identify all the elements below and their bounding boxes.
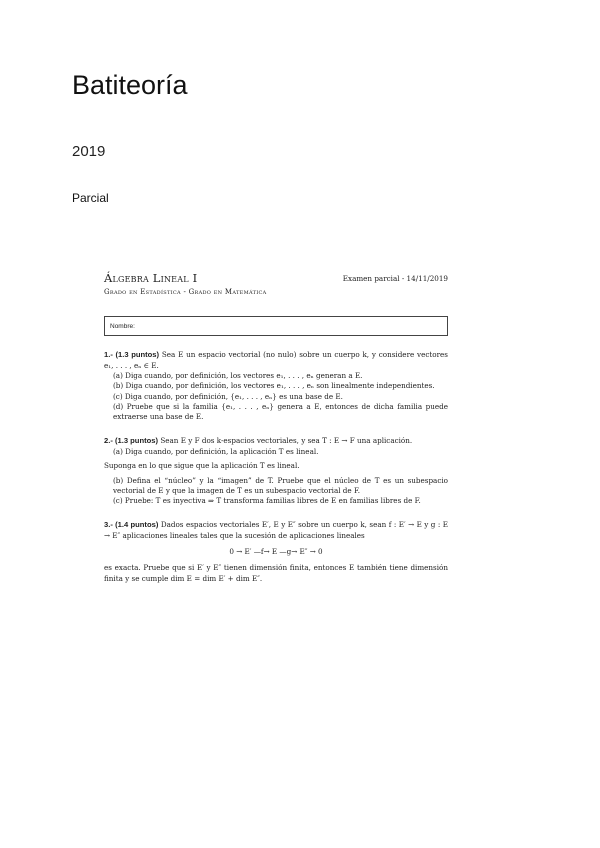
question-1 (104, 350, 448, 422)
question-2-label: 2.- (1.3 puntos) (104, 436, 159, 446)
exam-title: Álgebra Lineal I (104, 271, 198, 285)
year-heading: 2019 (72, 143, 106, 160)
name-label: Nombre: (110, 322, 135, 330)
question-1-item-d: (d) Pruebe que si la familia {e₁, . . . , eₙ} genera a E, entonces de dicha familia puede extraerse una base de E. (113, 401, 448, 422)
question-2-item-b: (b) Defina el “núcleo” y la “imagen” de T. Pruebe que el núcleo de T es un subespacio vectorial de E y que la imagen de T es un subespacio vectorial de F. (113, 475, 448, 495)
question-2 (104, 436, 448, 506)
site-title: Batiteoría (72, 70, 188, 100)
question-3 (104, 520, 448, 584)
question-1-item-c: (c) Diga cuando, por definición, {e₁, . . . , eₙ} es una base de E. (113, 391, 343, 401)
question-2-note: Suponga en lo que sigue que la aplicación T es lineal. (104, 461, 300, 471)
question-3-label: 3.- (1.4 puntos) (104, 520, 159, 530)
exact-sequence: 0 → E′ —f→ E —g→ E″ → 0 (229, 547, 323, 557)
name-box (104, 316, 448, 336)
exam-subtitle: Grado en Estadística - Grado en Matemática (104, 288, 267, 297)
question-3-intro: Dados espacios vectoriales E′, E y E″ sobre un cuerpo k, sean f : E′ → E y g : E → E″ aplicaciones lineales tales que la sucesión de aplicaciones lineales (104, 520, 448, 541)
exam-header (104, 270, 448, 298)
question-2-item-c: (c) Pruebe: T es inyectiva ⇒ T transforma familias libres de E en familias libres de F. (113, 496, 421, 506)
exam-date: Examen parcial - 14/11/2019 (342, 274, 448, 283)
question-1-intro: Sea E un espacio vectorial (no nulo) sobre un cuerpo k, y considere vectores e₁, . . . , eₙ ∈ E. (104, 350, 448, 371)
question-3-outro: es exacta. Pruebe que si E′ y E″ tienen dimensión finita, entonces E también tiene dimensión finita y se cumple dim E = dim E′ + dim E″. (104, 563, 448, 583)
question-1-item-a: (a) Diga cuando, por definición, los vectores e₁, . . . , eₙ generan a E. (113, 371, 363, 381)
question-1-label: 1.- (1.3 puntos) (104, 350, 160, 360)
category-label: Parcial (72, 191, 109, 205)
question-2-intro: Sean E y F dos k-espacios vectoriales, y sea T : E → F una aplicación. (160, 436, 413, 446)
question-1-item-b: (b) Diga cuando, por definición, los vectores e₁, . . . , eₙ son linealmente independientes. (113, 381, 435, 391)
question-2-item-a: (a) Diga cuando, por definición, la aplicación T es lineal. (113, 447, 319, 457)
exam-sheet (104, 270, 448, 584)
exam-title-block (104, 270, 267, 298)
